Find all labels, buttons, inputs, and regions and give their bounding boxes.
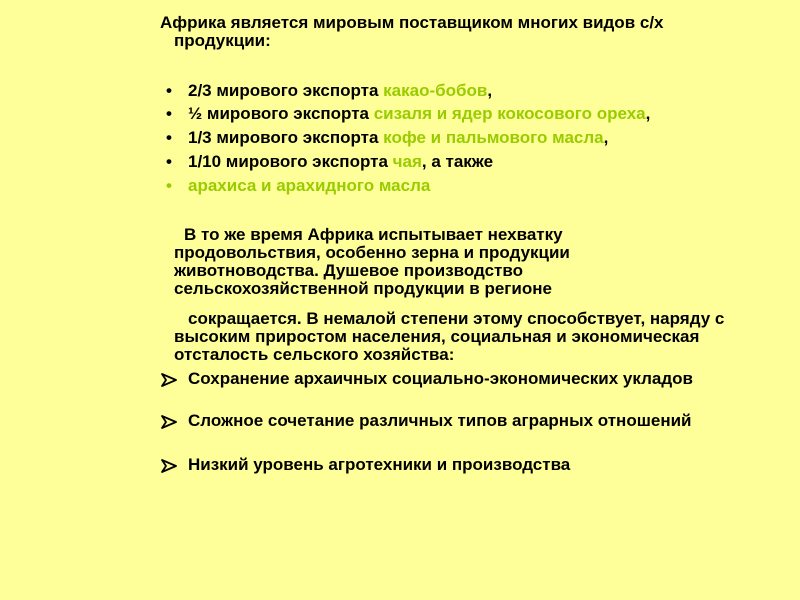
decline-paragraph (174, 310, 764, 364)
bullet-item-4 (166, 153, 766, 171)
arrow-bullet-icon (160, 456, 182, 473)
shortage-paragraph-text: В то же время Африка испытывает нехватку продовольствия, особенно зерна и продукции животноводства. Душевое производство сельскохозяйственной продукции в регионе (174, 225, 570, 298)
bullet-item-3 (166, 129, 766, 147)
bullet-highlight: чая (392, 152, 422, 171)
bullet-item-5 (166, 177, 766, 195)
bullet-dot-icon: • (166, 152, 172, 171)
decline-paragraph-text: сокращается. В немалой степени этому способствует, наряду с высоким приростом населения, социальная и экономическая отсталость сельского хозяйства: (174, 309, 725, 364)
arrow-item-text: Сложное сочетание различных типов аграрных отношений (188, 411, 692, 430)
bullet-highlight: какао-бобов (383, 81, 488, 100)
arrow-item-1 (160, 370, 720, 388)
bullet-highlight: кофе и пальмового масла (383, 128, 604, 147)
bullet-prefix: 2/3 мирового экспорта (188, 81, 384, 100)
bullet-dot-icon: • (166, 104, 172, 123)
bullet-prefix: 1/3 мирового экспорта (188, 128, 384, 147)
bullet-suffix: , а также (421, 152, 494, 171)
arrow-bullet-icon (160, 370, 182, 387)
bullet-suffix: , (645, 104, 651, 123)
bullet-prefix: ½ мирового экспорта (188, 104, 374, 123)
arrow-bullet-icon (160, 412, 182, 429)
bullet-highlight: арахиса и арахидного масла (188, 176, 431, 195)
arrow-item-text: Сохранение архаичных социально-экономических укладов (188, 369, 693, 388)
bullet-suffix: , (487, 81, 493, 100)
intro-text (160, 14, 754, 50)
bullet-suffix: , (603, 128, 609, 147)
arrow-item-3 (160, 456, 720, 474)
bullet-prefix: 1/10 мирового экспорта (188, 152, 393, 171)
arrow-item-text: Низкий уровень агротехники и производства (188, 455, 571, 474)
arrow-item-2 (160, 412, 720, 430)
bullet-dot-icon: • (166, 176, 172, 195)
bullet-item-2 (166, 105, 766, 123)
bullet-highlight: сизаля и ядер кокосового ореха (373, 104, 646, 123)
bullet-dot-icon: • (166, 81, 172, 100)
shortage-paragraph (174, 226, 674, 298)
intro-text-content: Африка является мировым поставщиком многих видов с/х продукции: (160, 13, 664, 50)
bullet-dot-icon: • (166, 128, 172, 147)
bullet-item-1 (166, 82, 766, 100)
